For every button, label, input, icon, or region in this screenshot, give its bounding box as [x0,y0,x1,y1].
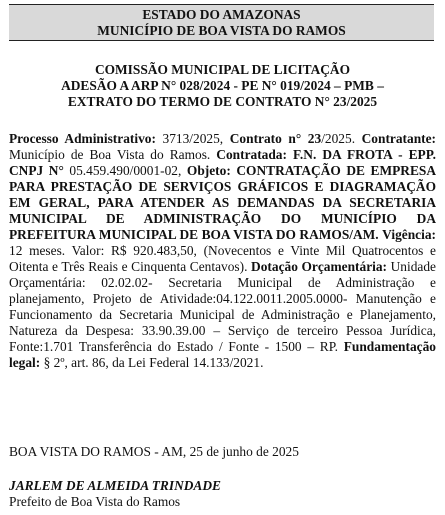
objeto-value: CONTRATAÇÃO DE EMPRESA PARA PRESTAÇÃO DE SERVIÇOS GRÁFICOS E DIAGRAMAÇÃO EM GERAL, PARA ATENDER AS DEMANDAS DA SECRETARIA MUNICIPAL DE ADMINISTRAÇÃO DO MUNICÍPIO DA PREFEITURA MUNICIPAL DE BOA VISTA DO RAMOS/AM. [9,163,436,242]
contratante-value: Município de Boa Vista do Ramos. [9,147,217,162]
contract-body [9,131,436,371]
header-state-line: ESTADO DO AMAZONAS [142,7,301,22]
title-block [9,62,436,110]
vigencia-value: 12 meses. Valor: R$ 920.483,50, (Novecentos e Vinte Mil Quatrocentos e Oitenta e Três Reais e Cinquenta Centavos). [9,243,436,274]
header-municipality-line: MUNICÍPIO DE BOA VISTA DO RAMOS [97,23,346,38]
contratada-label: Contratada: F.N. DA FROTA - EPP. CNPJ N° [9,147,436,178]
objeto-label: Objeto: [186,163,231,178]
contrato-value: /2025. [321,131,362,146]
contrato-label: Contrato n° 23 [229,131,322,146]
fundamentacao-label: Fundamentação legal: [9,339,436,370]
fundamentacao-value: § 2º, art. 86, da Lei Federal 14.133/2021. [40,355,264,370]
title-extract: EXTRATO DO TERMO DE CONTRATO N° 23/2025 [67,94,378,109]
dotacao-value: Unidade Orçamentária: 02.02.02- Secretaria Municipal de Administração e planejamento, Projeto de Atividade:04.122.0011.2005.0000- Manutenção e Funcionamento da Secretaria Municipal de Administração e Planejamento, Natureza da Despesa: 33.90.39.00 – Serviço de terceiro Pessoa Jurídica, Fonte:1.701 Transferência do Estado / Fonte - 1500 – RP. [9,259,436,354]
processo-value: 3713/2025, [155,131,230,146]
contratante-label: Contratante: [361,131,436,146]
title-adhesion: ADESÃO A ARP N° 028/2024 - PE N° 019/2024 – PMB – [61,78,384,93]
signatory-name: JARLEM DE ALMEIDA TRINDADE [9,478,221,493]
vigencia-label: Vigência: [382,227,436,242]
document-header [9,4,434,41]
signatory-role: Prefeito de Boa Vista do Ramos [9,494,181,509]
contratada-value: 05.459.490/0001-02, [63,163,187,178]
dotacao-label: Dotação Orçamentária: [251,259,388,274]
processo-label: Processo Administrativo: [9,131,156,146]
title-commission: COMISSÃO MUNICIPAL DE LICITAÇÃO [94,62,351,77]
place-and-date: BOA VISTA DO RAMOS - AM, 25 de junho de 2025 [9,444,299,459]
